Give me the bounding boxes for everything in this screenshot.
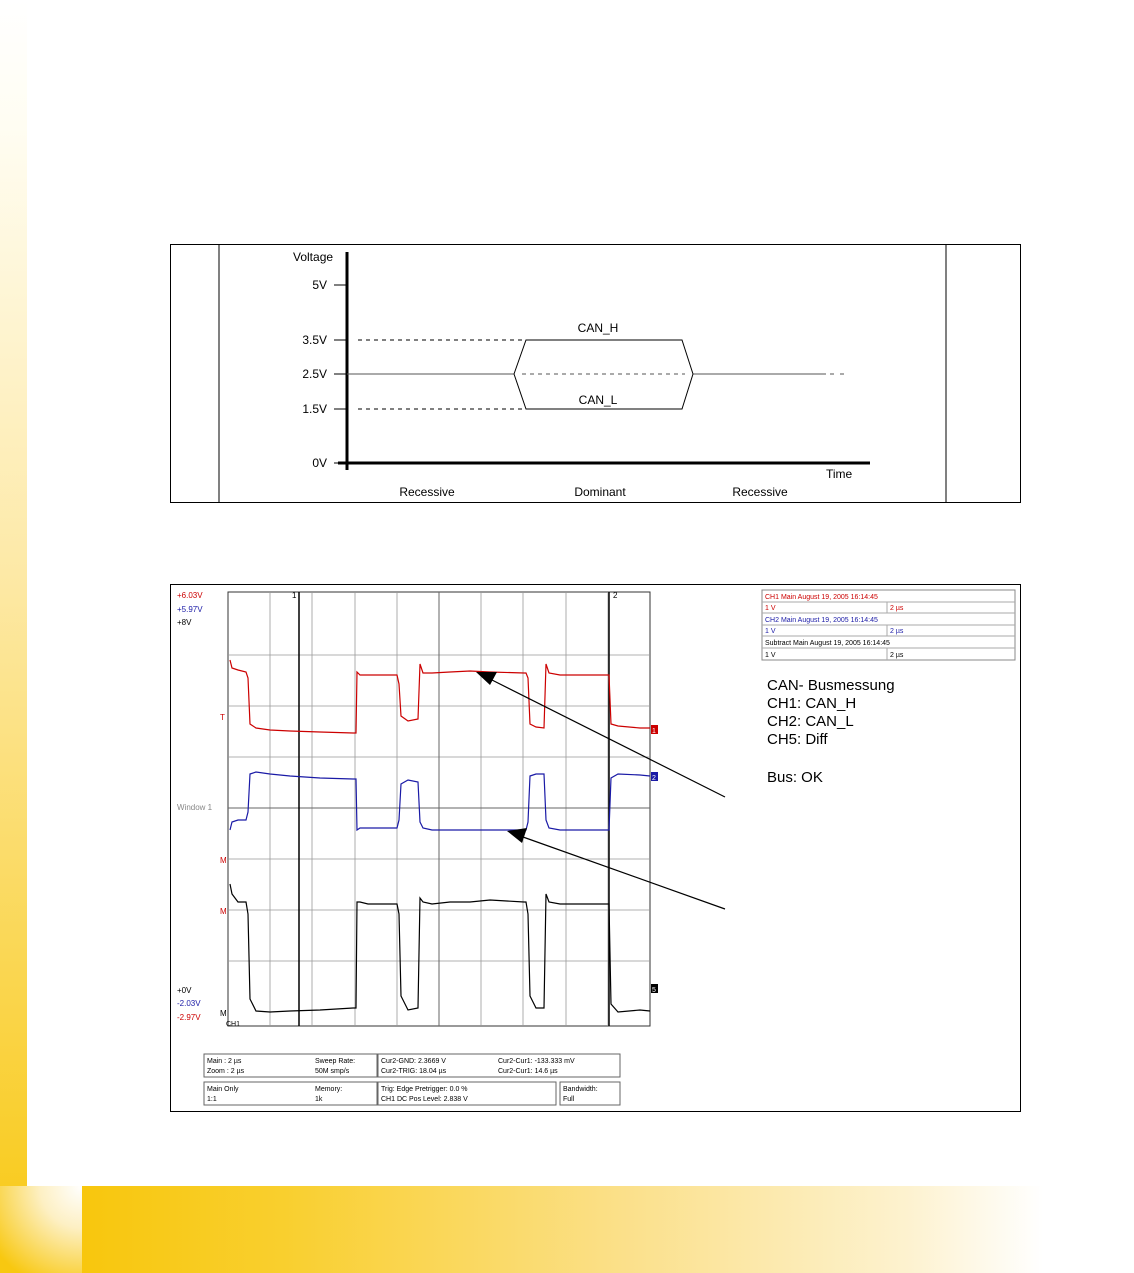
ch1-info-volts: 1 V <box>765 605 776 612</box>
measurement-notes <box>767 677 895 786</box>
status-bandwidth-value: Full <box>563 1096 575 1103</box>
phase-label-recessive-1: Recessive <box>399 485 455 499</box>
x-axis-title: Time <box>826 467 853 481</box>
tick-label-0v: 0V <box>312 456 327 470</box>
phase-label-recessive-2: Recessive <box>732 485 788 499</box>
corner-accent <box>0 1186 82 1273</box>
status-zoom: Zoom : 2 µs <box>207 1068 245 1075</box>
note-line-6: Bus: OK <box>767 769 823 786</box>
note-line-2: CH1: CAN_H <box>767 695 857 712</box>
status-cur2-trig: Cur2-TRIG: 18.04 µs <box>381 1068 447 1075</box>
note-line-1: CAN- Busmessung <box>767 677 895 694</box>
scope-capture <box>170 584 1021 1112</box>
ch5-info-time: 2 µs <box>890 652 904 659</box>
ch1-info-title: CH1 Main August 19, 2005 16:14:45 <box>765 594 878 601</box>
ch1-marker-number: 1 <box>652 728 656 735</box>
note-line-4: CH5: Diff <box>767 731 828 748</box>
ch5-marker-number: 5 <box>652 987 656 994</box>
ch5-info-volts: 1 V <box>765 652 776 659</box>
scope-status-bar <box>204 1054 620 1105</box>
status-ch1-dc: CH1 DC Pos Level: 2.838 V <box>381 1096 468 1103</box>
scope-window-label: Window 1 <box>177 803 213 812</box>
ch2-marker-number: 2 <box>652 775 656 782</box>
phase-label-dominant: Dominant <box>574 485 626 499</box>
status-bandwidth-label: Bandwidth: <box>563 1086 598 1093</box>
tick-label-1-5v: 1.5V <box>302 402 327 416</box>
scope-capture-svg <box>170 584 1021 1112</box>
status-memory-value: 1k <box>315 1096 323 1103</box>
tick-label-2-5v: 2.5V <box>302 367 327 381</box>
channel-info-table <box>762 590 1015 660</box>
scope-bottom-label-ch1: -2.97V <box>177 1013 201 1022</box>
can-l-label: CAN_L <box>578 393 618 407</box>
scope-top-label-ch2: +5.97V <box>177 605 203 614</box>
scope-marker-3: M <box>220 1009 227 1018</box>
can-level-diagram <box>170 244 1021 503</box>
scope-marker-2: M <box>220 907 227 916</box>
status-trigger: Trig: Edge Pretrigger: 0.0 % <box>381 1086 468 1093</box>
ch2-info-time: 2 µs <box>890 628 904 635</box>
status-main: Main : 2 µs <box>207 1058 242 1065</box>
ch1-info-time: 2 µs <box>890 605 904 612</box>
cursor-1-label: 1 <box>292 591 297 600</box>
scope-bottom-label-ch2: -2.03V <box>177 999 201 1008</box>
status-cur2-gnd: Cur2-GND: 2.3669 V <box>381 1058 446 1065</box>
scope-ch1-tag: CH1 <box>226 1021 241 1028</box>
ch2-info-volts: 1 V <box>765 628 776 635</box>
cursor-2-label: 2 <box>613 591 618 600</box>
scope-trigger-marker: T <box>220 713 225 722</box>
status-cur2-cur1-t: Cur2-Cur1: 14.6 µs <box>498 1068 558 1075</box>
ch5-info-title: Subtract Main August 19, 2005 16:14:45 <box>765 640 890 647</box>
tick-label-5v: 5V <box>312 278 327 292</box>
y-axis-title: Voltage <box>293 250 334 264</box>
status-main-only: Main Only <box>207 1086 239 1093</box>
bottom-accent-bar <box>0 1186 1134 1273</box>
can-level-diagram-svg <box>170 244 1021 503</box>
status-sweep-label: Sweep Rate: <box>315 1058 356 1065</box>
scope-top-label-ch1: +6.03V <box>177 591 203 600</box>
status-ratio: 1:1 <box>207 1096 217 1103</box>
left-accent-bar <box>0 0 27 1273</box>
status-sweep-value: 50M smp/s <box>315 1068 350 1075</box>
can-h-trace <box>514 340 693 374</box>
can-h-label: CAN_H <box>577 321 619 335</box>
note-line-3: CH2: CAN_L <box>767 713 854 730</box>
scope-top-label-diff: +8V <box>177 618 192 627</box>
tick-label-3-5v: 3.5V <box>302 333 327 347</box>
ch2-info-title: CH2 Main August 19, 2005 16:14:45 <box>765 617 878 624</box>
status-cur2-cur1-v: Cur2-Cur1: -133.333 mV <box>498 1058 575 1065</box>
scope-marker-1: M <box>220 856 227 865</box>
scope-bottom-label-diff: +0V <box>177 986 192 995</box>
status-memory-label: Memory: <box>315 1086 343 1093</box>
